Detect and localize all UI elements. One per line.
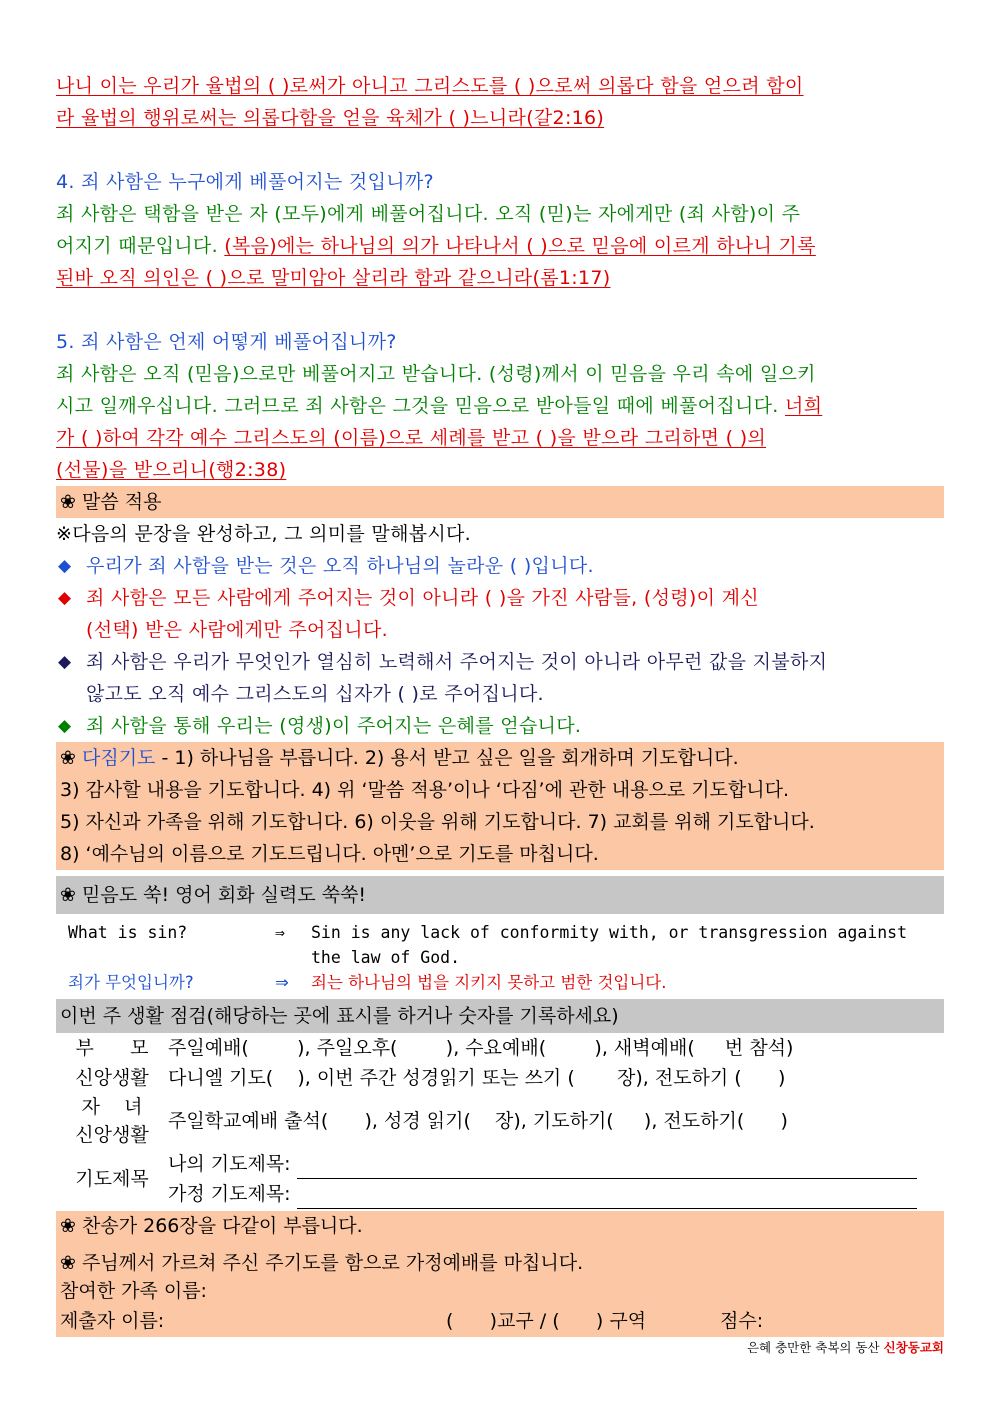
diamond-icon: ◆: [58, 716, 72, 736]
korean-question: 죄가 무엇입니까?: [68, 973, 194, 992]
parents-devotion-row[interactable]: 다니엘 기도( ), 이번 주간 성경읽기 또는 쓰기 ( 장), 전도하기 ( ): [168, 1067, 786, 1089]
section-title: 말씀 적용: [82, 491, 162, 513]
bullet-item: [56, 582, 944, 646]
word-application-header: [56, 486, 944, 518]
english-conversation: [56, 914, 944, 999]
diamond-icon: ◆: [58, 588, 72, 608]
score-field[interactable]: 점수:: [720, 1310, 764, 1332]
answer-text: 시고 일깨우십니다. 그러므로 죄 사함은 그것을 믿음으로 받아들일 때에 베풀어집니다.: [56, 395, 785, 417]
flower-icon: ❀: [60, 747, 76, 769]
footer: [747, 1338, 944, 1356]
bullet-item: [56, 646, 944, 710]
arrow-icon: ⇒: [275, 973, 289, 992]
my-prayer-label: 나의 기도제목:: [168, 1153, 291, 1175]
english-header: [56, 876, 944, 914]
children-row[interactable]: 주일학교예배 출석( ), 성경 읽기( 장), 기도하기( ), 전도하기( ): [168, 1110, 788, 1132]
label-char: 녀: [124, 1096, 143, 1118]
bullet-item: [56, 710, 944, 742]
district-field[interactable]: ( )교구 / ( ) 구역: [446, 1310, 647, 1332]
my-prayer-input[interactable]: [297, 1158, 917, 1179]
bullet-text: (선택) 받은 사람에게만 주어집니다.: [86, 619, 388, 641]
scripture-line: 나니 이는 우리가 율법의 ( )로써가 아니고 그리스도를 ( )으로써 의롭다 함을 얻으려 함이: [56, 75, 804, 97]
diamond-icon: ◆: [58, 556, 72, 576]
life-check-table: [56, 1033, 944, 1209]
answer-text: 어지기 때문입니다.: [56, 235, 225, 257]
prayer-line: [60, 742, 944, 774]
english-question: What is sin?: [68, 923, 188, 942]
question-4-section: [56, 166, 944, 294]
parents-worship-row[interactable]: 주일예배( ), 주일오후( ), 수요예배( ), 새벽예배( 번 참석): [168, 1037, 794, 1059]
bullet-item: [56, 550, 944, 582]
flower-icon: ❀: [60, 1215, 76, 1237]
english-answer: Sin is any lack of conformity with, or transgression against the law of God.: [311, 923, 908, 967]
life-check-header: 이번 주 생활 점검(해당하는 곳에 표시를 하거나 숫자를 기록하세요): [56, 999, 944, 1033]
family-names-field[interactable]: 참여한 가족 이름:: [60, 1280, 207, 1302]
church-name: 신창동교회: [883, 1340, 944, 1355]
scripture-line: 가 ( )하여 각각 예수 그리스도의 (이름)으로 세례를 받고 ( )을 받으라 그리하면 ( )의: [56, 427, 767, 449]
section-title: 다짐기도: [82, 747, 156, 769]
flower-icon: ❀: [60, 884, 76, 906]
label-char: 모: [130, 1037, 149, 1059]
section-title: 믿음도 쑥! 영어 회화 실력도 쑥쑥!: [82, 884, 367, 906]
bullet-text: 우리가 죄 사함을 받는 것은 오직 하나님의 놀라운 ( )입니다.: [86, 555, 594, 577]
korean-answer: 죄는 하나님의 법을 지키지 못하고 범한 것입니다.: [311, 973, 667, 992]
footer-slogan: 은혜 충만한 축복의 동산: [746, 1340, 884, 1355]
label-text: 신앙생활: [75, 1124, 149, 1146]
prayer-line: 8) ‘예수님의 이름으로 기도드립니다. 아멘’으로 기도를 마칩니다.: [60, 843, 599, 865]
flower-icon: ❀: [60, 1252, 76, 1274]
children-label: [56, 1093, 168, 1149]
my-prayer-row: [168, 1149, 944, 1179]
prayer-topics-label: 기도제목: [75, 1168, 149, 1190]
hymn-text: 찬송가 266장을 다같이 부릅니다.: [82, 1215, 363, 1237]
prayer-line: 5) 자신과 가족을 위해 기도합니다. 6) 이웃을 위해 기도합니다. 7) 교회를 위해 기도합니다.: [60, 811, 815, 833]
closing-section: [56, 1211, 944, 1337]
prayer-text: - 1) 하나님을 부릅니다. 2) 용서 받고 싶은 일을 회개하며 기도합니다.: [155, 747, 739, 769]
instruction: ※다음의 문장을 완성하고, 그 의미를 말해봅시다.: [56, 523, 472, 545]
family-prayer-row: [168, 1179, 944, 1209]
scripture-gal-2-16: [56, 70, 944, 134]
parents-label: [56, 1033, 168, 1063]
lords-prayer-line: [60, 1249, 944, 1277]
scripture-line: 된바 오직 의인은 ( )으로 말미암아 살리라 함과 같으니라(롬1:17): [56, 267, 611, 289]
scripture-text: (복음)에는 하나님의 의가 나타나서 ( )으로 믿음에 이르게 하나니 기록: [224, 235, 816, 257]
question-4: 4. 죄 사함은 누구에게 베풀어지는 것입니까?: [56, 171, 434, 193]
flower-icon: ❀: [60, 491, 76, 513]
question-5: 5. 죄 사함은 언제 어떻게 베풀어집니까?: [56, 331, 397, 353]
prayer-line: 3) 감사할 내용을 기도합니다. 4) 위 ‘말씀 적용’이나 ‘다짐’에 관한 내용으로 기도합니다.: [60, 779, 790, 801]
arrow-icon: ⇒: [275, 923, 285, 942]
scripture-line: (선물)을 받으리니(행2:38): [56, 459, 287, 481]
bullet-text: 죄 사함을 통해 우리는 (영생)이 주어지는 은혜를 얻습니다.: [86, 715, 582, 737]
scripture-text: 너희: [784, 395, 823, 417]
bullet-text: 죄 사함은 모든 사람에게 주어지는 것이 아니라 ( )을 가진 사람들, (성령)이 계신: [86, 587, 759, 609]
submitter-field[interactable]: 제출자 이름:: [60, 1310, 165, 1332]
label-char: 자: [81, 1096, 100, 1118]
family-prayer-input[interactable]: [297, 1188, 917, 1209]
bullet-text: 않고도 오직 예수 그리스도의 십자가 ( )로 주어집니다.: [86, 683, 544, 705]
content: [56, 70, 944, 1337]
bullet-text: 죄 사함은 우리가 무엇인가 열심히 노력해서 주어지는 것이 아니라 아무런 값을 지불하지: [86, 651, 828, 673]
answer-line: [56, 230, 944, 262]
parents-faith-label: 신앙생활: [75, 1067, 149, 1089]
answer-line: 죄 사함은 오직 (믿음)으로만 베풀어지고 받습니다. (성령)께서 이 믿음을 우리 속에 일으키: [56, 363, 816, 385]
lords-prayer-text: 주님께서 가르쳐 주신 주기도를 함으로 가정예배를 마칩니다.: [82, 1252, 584, 1274]
diamond-icon: ◆: [58, 652, 72, 672]
answer-line: [56, 390, 944, 422]
question-5-section: [56, 326, 944, 486]
word-application-body: [56, 518, 944, 742]
submitter-row: [60, 1305, 944, 1337]
hymn-line: [60, 1211, 944, 1241]
resolution-prayer-section: [56, 742, 944, 870]
family-prayer-label: 가정 기도제목:: [168, 1183, 291, 1205]
label-char: 부: [75, 1037, 94, 1059]
scripture-line: 라 율법의 행위로써는 의롭다함을 얻을 육체가 ( )느니라(갈2:16): [56, 107, 605, 129]
answer-line: 죄 사함은 택함을 받은 자 (모두)에게 베풀어집니다. 오직 (믿)는 자에게만 (죄 사함)이 주: [56, 203, 801, 225]
